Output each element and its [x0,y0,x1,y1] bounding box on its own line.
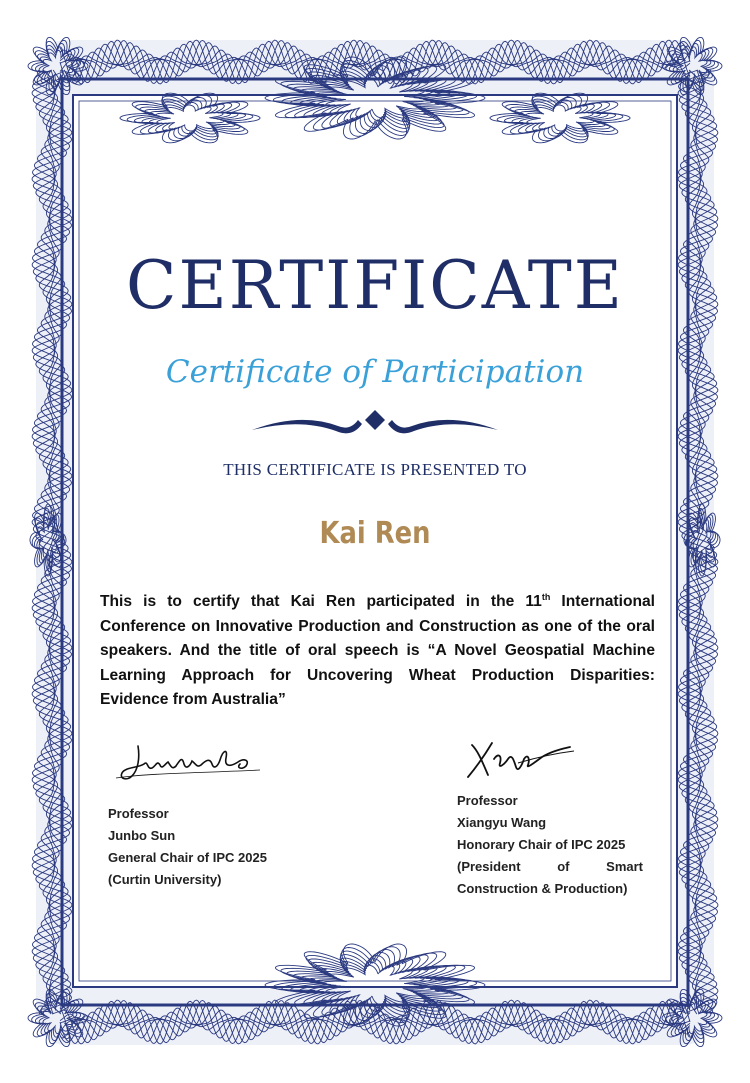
flourish-divider-icon [250,404,500,440]
signatory-name: Xiangyu Wang [457,815,547,830]
signature-xiangyu-wang [458,735,578,783]
signatory-title: Professor [108,806,169,821]
signatory-right [457,790,643,900]
certificate-subtitle: Certificate of Participation [165,354,585,390]
signatory-affiliation: (Curtin University) [108,872,222,887]
signature-junbo-sun [110,740,270,785]
ordinal-suffix: th [541,591,551,602]
presented-to-line: THIS CERTIFICATE IS PRESENTED TO [223,460,527,479]
certificate-title: CERTIFICATE [126,247,624,324]
signatory-left [108,803,308,891]
statement-part-2: International Conference on Innovative Production and Construction as one of the oral speakers. And the title of oral speech is “A Novel Geospatial Machine Learning Approach for Uncovering Wheat Production Disparities: Evidence from Australia” [100,593,655,708]
signatory-title: Professor [457,793,518,808]
statement-part-1: This is to certify that Kai Ren participated in the 11 [100,593,542,610]
signatory-role: General Chair of IPC 2025 [108,850,267,865]
certification-statement [100,590,655,713]
signatory-affiliation-line-1: (President of Smart [457,859,643,874]
signatory-name: Junbo Sun [108,828,176,843]
signatory-affiliation-line-2: Construction & Production) [457,881,628,896]
signatory-role: Honorary Chair of IPC 2025 [457,837,626,852]
recipient-name: Kai Ren [319,516,431,551]
